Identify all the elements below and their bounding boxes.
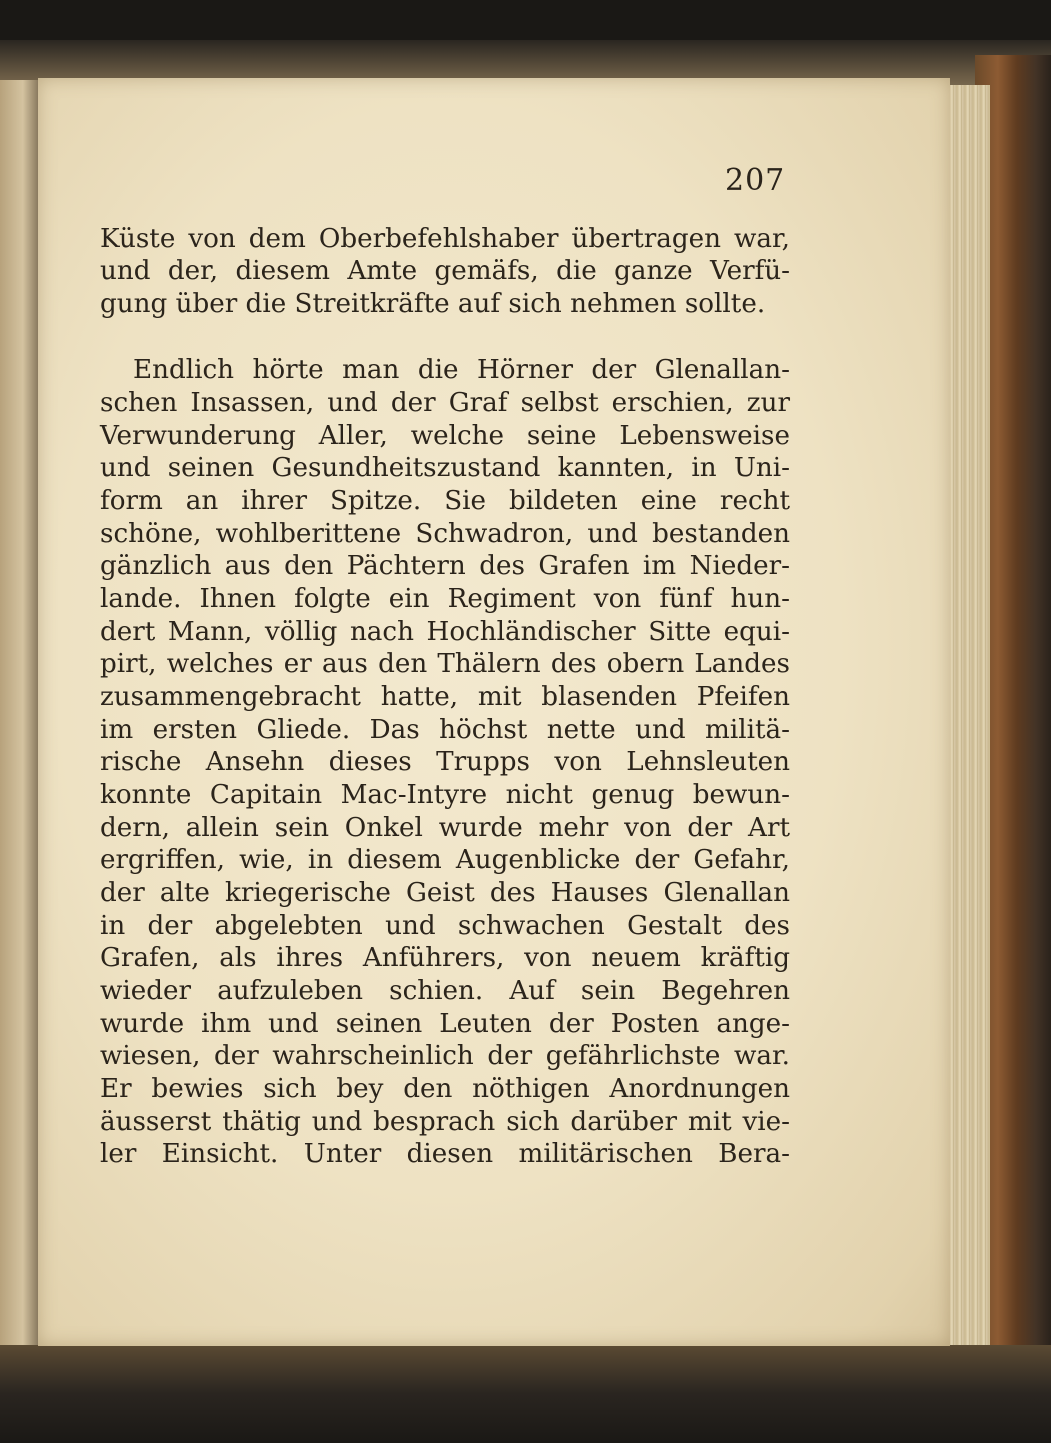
text-line: wurde ihm und seinen Leuten der Posten ange- — [100, 1009, 790, 1039]
text-line: Verwunderung Aller, welche seine Lebensweise — [100, 421, 790, 451]
text-line: im ersten Gliede. Das höchst nette und militä- — [100, 715, 790, 745]
text-line: pirt, welches er aus den Thälern des obern Landes — [100, 649, 790, 679]
text-line: zusammengebracht hatte, mit blasenden Pfeifen — [100, 682, 790, 712]
text-line: gung über die Streitkräfte auf sich nehmen sollte. — [100, 289, 766, 319]
text-line: rische Ansehn dieses Trupps von Lehnsleuten — [100, 747, 790, 777]
text-line: lande. Ihnen folgte ein Regiment von fünf hun- — [100, 584, 790, 614]
text-line: Küste von dem Oberbefehlshaber übertragen war, — [100, 224, 790, 254]
text-line: der alte kriegerische Geist des Hauses Glenallan — [100, 878, 790, 908]
text-line: Endlich hörte man die Hörner der Glenallan- — [133, 355, 790, 385]
text-line: Grafen, als ihres Anführers, von neuem kräftig — [100, 943, 790, 973]
text-line: wiesen, der wahrscheinlich der gefährlichste war. — [100, 1041, 790, 1071]
text-line: schöne, wohlberittene Schwadron, und bestanden — [100, 519, 790, 549]
text-line: ergriffen, wie, in diesem Augenblicke der Gefahr, — [100, 845, 790, 875]
text-line: und der, diesem Amte gemäfs, die ganze Verfü- — [100, 256, 790, 286]
text-line: dert Mann, völlig nach Hochländischer Sitte equi- — [100, 617, 790, 647]
facing-page-sliver — [0, 80, 38, 1360]
text-line: konnte Capitain Mac-Intyre nicht genug bewun- — [100, 780, 790, 810]
text-line: äusserst thätig und besprach sich darüber mit vie- — [100, 1107, 790, 1137]
text-line: wieder aufzuleben schien. Auf sein Begehren — [100, 976, 790, 1006]
page-number: 207 — [725, 163, 786, 198]
text-line: gänzlich aus den Pächtern des Grafen im Nieder- — [100, 551, 790, 581]
text-line: Er bewies sich bey den nöthigen Anordnungen — [100, 1074, 790, 1104]
text-line: dern, allein sein Onkel wurde mehr von der Art — [100, 813, 790, 843]
text-line: form an ihrer Spitze. Sie bildeten eine recht — [100, 486, 790, 516]
text-line: ler Einsicht. Unter diesen militärischen Bera- — [100, 1139, 790, 1169]
book-bottom-edge — [0, 1345, 1051, 1443]
text-line: schen Insassen, und der Graf selbst erschien, zur — [100, 388, 790, 418]
text-line: in der abgelebten und schwachen Gestalt des — [100, 911, 790, 941]
text-line: und seinen Gesundheitszustand kannten, in Uni- — [100, 453, 790, 483]
